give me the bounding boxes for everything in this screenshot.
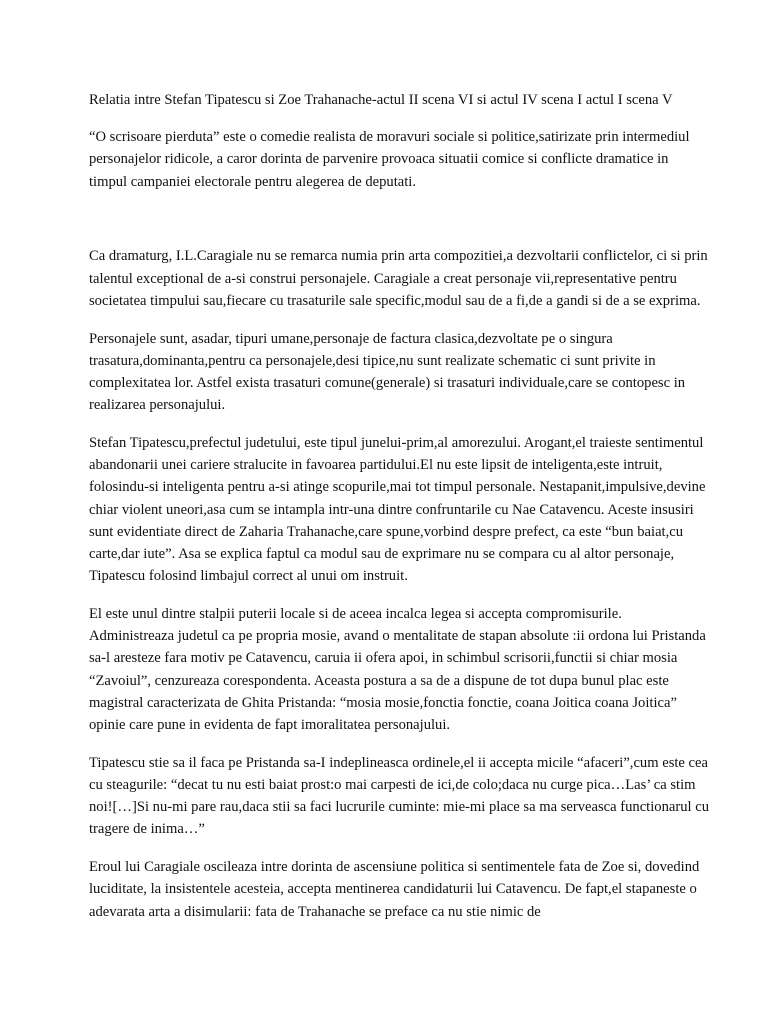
- paragraph-tipatescu: Stefan Tipatescu,prefectul judetului, este tipul junelui-prim,al amorezului. Arogant,el traieste sentimentul abandonarii unei cariere stralucite in favoarea partidului.El nu este lipsit de inteligenta,este intruit, folosindu-si inteligenta pentru a-si atinge scopurile,mai tot timpul personale. Nestapanit,impulsive,devine chiar violent uneori,asa cum se intampla intr-una dintre confruntarile cu Nae Catavencu. Aceste insusiri sunt evidentiate direct de Zaharia Trahanache,care spune,vorbind despre prefect, ca este “bun baiat,cu carte,dar iute”. Asa se explica faptul ca modul sau de exprimare nu se compara cu al altor personaje, Tipatescu folosind limbajul correct al unui om instruit.: [89, 435, 706, 585]
- paragraph-personaje: Personajele sunt, asadar, tipuri umane,personaje de factura clasica,dezvoltate pe o singura trasatura,dominanta,pentru ca personajele,desi tipice,nu sunt realizate schematic ci sunt privite in complexitatea lor. Astfel exista trasaturi comune(generale) si trasaturi individuale,care se contopesc in realizarea personajului.: [89, 330, 686, 414]
- paragraph-dramaturg: Ca dramaturg, I.L.Caragiale nu se remarca numia prin arta compozitiei,a dezvoltarii conflictelor, ci si prin talentul exceptional de a-si construi personajele. Caragiale a creat personaje vii,representative pentru societatea timpului sau,fiecare cu trasaturile sale specific,modul sau de a fi,de a gandi si de a se exprima.: [89, 248, 708, 309]
- document-title: Relatia intre Stefan Tipatescu si Zoe Trahanache-actul II scena VI si actul IV scena I actul I scena V: [89, 92, 673, 108]
- paragraph-intro: “O scrisoare pierduta” este o comedie realista de moravuri sociale si politice,satirizate prin intermediul personajelor ridicole, a caror dorinta de parvenire provoaca situatii comice si conflicte dramatice in timpul campaniei electorale pentru alegerea de deputati.: [89, 129, 690, 190]
- blank-space: [89, 208, 709, 245]
- paragraph-stalpii-puterii: El este unul dintre stalpii puterii locale si de aceea incalca legea si accepta compromisurile. Administreaza judetul ca pe propria mosie, avand o mentalitate de stapan absolute :ii ordona lui Pristanda sa-l aresteze fara motiv pe Catavencu, caruia ii ofera apoi, in schimbul scrisorii,functii si chiar mosia “Zavoiul”, cenzureaza corespondenta. Aceasta postura a sa de a dispune de tot dupa bunul plac este magistral caracterizata de Ghita Pristanda: “mosia mosie,fonctia fonctie, coana Joitica coana Joitica” opinie care pune in evidenta de fapt imoralitatea personajului.: [89, 606, 706, 734]
- document-page: [89, 89, 709, 938]
- paragraph-eroul: Eroul lui Caragiale oscileaza intre dorinta de ascensiune politica si sentimentele fata de Zoe si, dovedind luciditate, la insistentele acesteia, accepta mentinerea candidaturii lui Catavencu. De fapt,el stapaneste o adevarata arta a disimularii: fata de Trahanache se preface ca nu stie nimic de: [89, 859, 700, 920]
- paragraph-pristanda: Tipatescu stie sa il faca pe Pristanda sa-I indeplineasca ordinele,el ii accepta micile “afaceri”,cum este cea cu steagurile: “decat tu nu esti baiat prost:o mai carpesti de ici,de colo;daca nu curge pica…Las’ ca stim noi![…]Si nu-mi pare rau,daca stii sa faci lucrurile cuminte: mie-mi place sa ma serveasca functionarul cu tragere de inima…”: [89, 754, 709, 838]
